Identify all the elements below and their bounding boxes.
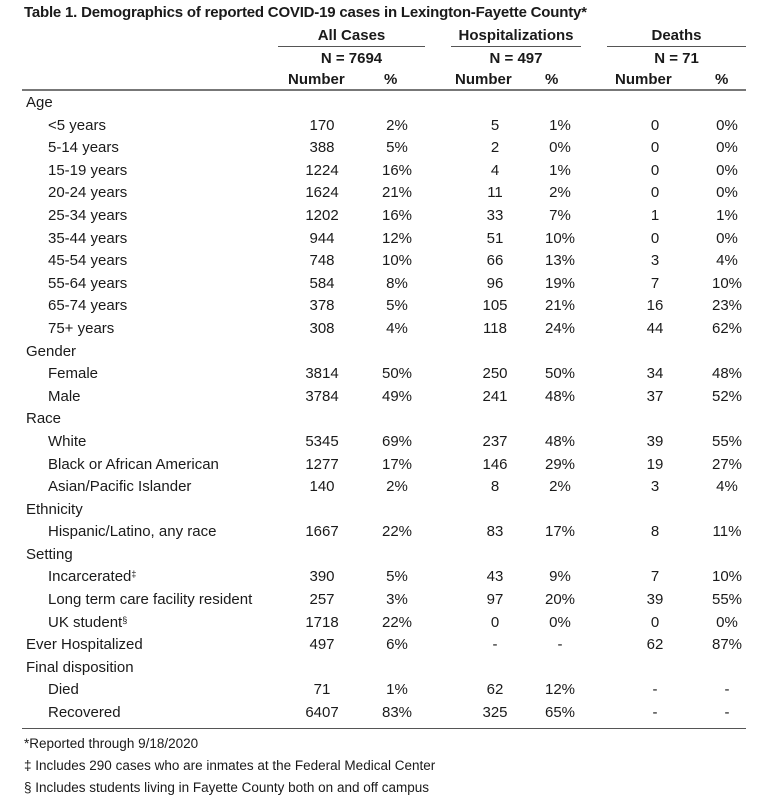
table-row [0,250,768,273]
all-cases-pct: 1% [386,681,408,699]
footnote: ‡ Includes 290 cases who are inmates at the Federal Medical Center [24,758,436,773]
hosp-number: 83 [486,523,504,541]
section-label [26,657,134,679]
hosp-number: 237 [482,432,508,450]
table-row [0,386,768,409]
table-row [0,702,768,725]
deaths-pct: - [724,681,730,699]
all-cases-pct: 83% [381,704,413,722]
table-row [0,228,768,251]
col-header-number: Number [288,71,345,88]
all-cases-pct: 17% [381,455,413,473]
row-label [48,205,127,227]
row-label [48,160,127,182]
row-label [48,566,136,588]
row-label-text: 55-64 years [48,274,128,292]
all-cases-number: 1202 [305,206,339,224]
group-header-deaths: Deaths [607,26,746,47]
col-header-number: Number [455,71,512,88]
deaths-number: 3 [650,252,660,270]
row-label-text: 20-24 years [48,184,128,202]
table-row [0,363,768,386]
col-header-pct: % [384,71,398,88]
deaths-pct: 10% [711,274,743,292]
group-header-hospitalizations: Hospitalizations [451,26,581,47]
hosp-pct: 1% [549,161,571,179]
all-cases-number: 1718 [305,613,339,631]
all-cases-number: 388 [309,139,335,157]
row-label-text: Male [48,387,81,405]
row-label-text: 35-44 years [48,229,128,247]
row-label-text: Died [48,681,79,699]
hosp-number: 4 [490,161,500,179]
hosp-pct: - [557,636,563,654]
all-cases-number: 584 [309,274,335,292]
hosp-number: 2 [490,139,500,157]
deaths-pct: 62% [711,319,743,337]
hosp-pct: 1% [549,116,571,134]
table-row [0,612,768,635]
deaths-number: 44 [646,319,664,337]
table-row [0,205,768,228]
row-label-text: Recovered [48,704,121,722]
deaths-pct: 11% [712,523,742,541]
deaths-pct: 0% [716,229,738,247]
row-label [48,295,127,317]
hosp-number: 96 [486,274,504,292]
hosp-pct: 21% [544,297,576,315]
footnote: § Includes students living in Fayette County both on and off campus [24,780,429,795]
deaths-number: 0 [650,139,660,157]
table-row [0,160,768,183]
hosp-pct: 2% [549,478,571,496]
row-label-text: Setting [26,545,73,563]
row-label-text: Incarcerated [48,568,132,586]
row-label [48,273,127,295]
hosp-pct: 48% [544,432,576,450]
row-label [48,476,191,498]
all-cases-number: 308 [309,319,335,337]
row-label-text: 15-19 years [48,161,128,179]
deaths-pct: 4% [716,252,738,270]
row-label [48,386,81,408]
row-label [26,634,143,656]
table-row [0,295,768,318]
deaths-pct: 1% [716,206,738,224]
table-row [0,634,768,657]
all-cases-number: 390 [309,568,335,586]
row-label-text: 45-54 years [48,252,128,270]
row-label [48,363,98,385]
all-cases-number: 5345 [305,432,339,450]
hosp-pct: 2% [549,184,571,202]
all-cases-pct: 3% [386,591,408,609]
deaths-number: 16 [646,297,664,315]
table-row [0,137,768,160]
row-label-text: 5-14 years [48,139,119,157]
table-body [0,92,768,725]
all-cases-pct: 2% [386,478,408,496]
hosp-number: 8 [490,478,500,496]
all-cases-pct: 5% [386,297,408,315]
section-label [26,499,83,521]
row-label [48,182,127,204]
deaths-number: 0 [650,613,660,631]
table-row [0,679,768,702]
row-label [48,250,127,272]
row-label-text: <5 years [48,116,106,134]
section-header-row [0,499,768,522]
deaths-pct: 23% [711,297,743,315]
all-cases-pct: 50% [381,365,413,383]
deaths-pct: 4% [716,478,738,496]
row-label [48,431,86,453]
hosp-number: 118 [483,319,507,337]
deaths-number: 7 [650,274,660,292]
col-header-pct: % [545,71,559,88]
row-label-text: Race [26,410,62,428]
hosp-pct: 50% [544,365,576,383]
row-label [48,521,216,543]
hosp-pct: 9% [549,568,571,586]
all-cases-number: 378 [309,297,335,315]
hosp-number: 43 [486,568,504,586]
hosp-pct: 0% [549,613,571,631]
row-label [48,454,219,476]
col-header-pct: % [715,71,729,88]
row-label-text: White [48,432,87,450]
all-cases-pct: 4% [386,319,408,337]
table-row [0,273,768,296]
deaths-pct: 48% [711,365,743,383]
all-cases-number: 1224 [305,161,339,179]
all-cases-number: 257 [309,591,335,609]
deaths-pct: 55% [711,591,743,609]
all-cases-number: 6407 [305,704,339,722]
hosp-pct: 7% [549,206,571,224]
deaths-number: 34 [646,365,664,383]
all-cases-pct: 12% [381,229,413,247]
all-cases-pct: 16% [381,161,413,179]
hosp-number: - [492,636,498,654]
all-cases-pct: 2% [386,116,408,134]
section-header-row [0,341,768,364]
col-header-number: Number [615,71,672,88]
bottom-rule [22,728,746,729]
deaths-number: - [652,704,658,722]
deaths-number: 0 [650,184,660,202]
table-title: Table 1. Demographics of reported COVID-19 cases in Lexington-Fayette County* [24,4,587,21]
deaths-number: 3 [650,478,660,496]
deaths-pct: 0% [716,161,738,179]
all-cases-pct: 6% [386,636,408,654]
all-cases-pct: 5% [386,568,408,586]
table-row [0,318,768,341]
footnote: *Reported through 9/18/2020 [24,736,199,751]
row-label-text: Age [26,94,53,111]
section-label [26,341,76,363]
section-label [26,544,73,566]
all-cases-pct: 21% [381,184,413,202]
section-header-row [0,544,768,567]
row-label-text: Hispanic/Latino, any race [48,523,217,541]
row-label [48,137,119,159]
table-row [0,182,768,205]
row-label-text: 25-34 years [48,206,128,224]
hosp-pct: 29% [544,455,576,473]
n-all-cases: N = 7694 [320,50,383,67]
hosp-number: 62 [486,681,504,699]
row-label-text: 75+ years [48,319,115,337]
n-hospitalizations: N = 497 [489,50,543,67]
section-header-row [0,657,768,680]
deaths-number: 8 [650,523,660,541]
section-header-row [0,92,768,115]
deaths-pct: 10% [711,568,743,586]
hosp-pct: 65% [544,704,576,722]
row-label-text: Gender [26,342,77,360]
all-cases-pct: 22% [381,523,413,541]
deaths-pct: 55% [711,432,743,450]
all-cases-number: 71 [313,681,331,699]
deaths-pct: 0% [716,116,738,134]
table-row [0,115,768,138]
hosp-number: 241 [482,387,508,405]
all-cases-number: 1624 [305,184,339,202]
hosp-pct: 48% [544,387,576,405]
table-row [0,431,768,454]
hosp-number: 0 [490,613,500,631]
hosp-number: 66 [486,252,504,270]
hosp-number: 325 [482,704,508,722]
all-cases-number: 3814 [305,365,339,383]
row-label-text: Long term care facility resident [48,591,253,609]
deaths-pct: - [724,704,730,722]
all-cases-pct: 10% [381,252,413,270]
deaths-pct: 52% [711,387,743,405]
group-header-all-cases: All Cases [278,26,425,47]
hosp-pct: 10% [544,229,576,247]
row-label-text: Final disposition [26,658,134,676]
deaths-number: 7 [650,568,660,586]
row-label [48,589,252,611]
deaths-pct: 0% [716,139,738,157]
row-label-text: 65-74 years [48,297,128,315]
hosp-pct: 24% [544,319,576,337]
all-cases-number: 140 [309,478,335,496]
deaths-number: 0 [650,229,660,247]
all-cases-pct: 69% [381,432,413,450]
hosp-number: 11 [487,184,503,202]
hosp-number: 146 [482,455,508,473]
all-cases-number: 748 [309,252,335,270]
deaths-number: 19 [646,455,664,473]
n-deaths: N = 71 [654,50,699,67]
deaths-number: 1 [650,206,660,224]
all-cases-number: 170 [309,116,335,134]
deaths-number: 39 [646,591,664,609]
deaths-pct: 0% [716,184,738,202]
row-label-text: Ever Hospitalized [26,636,143,654]
row-label [48,318,114,340]
section-header-row [0,408,768,431]
deaths-pct: 0% [716,613,738,631]
all-cases-pct: 5% [386,139,408,157]
hosp-pct: 19% [544,274,576,292]
deaths-pct: 27% [711,455,743,473]
row-label [48,612,127,634]
footnote-marker: ‡ [131,569,137,580]
hosp-number: 51 [486,229,504,247]
row-label-text: Female [48,365,99,383]
all-cases-pct: 8% [386,274,408,292]
hosp-pct: 20% [544,591,576,609]
deaths-pct: 87% [711,636,743,654]
row-label-text: Black or African American [48,455,219,473]
hosp-pct: 12% [544,681,576,699]
table-row [0,454,768,477]
table-row [0,521,768,544]
table-row [0,566,768,589]
row-label [48,115,106,137]
section-label [26,408,61,430]
hosp-number: 250 [482,365,508,383]
deaths-number: 39 [646,432,664,450]
footnote-marker: § [122,614,128,625]
row-label [48,228,127,250]
all-cases-number: 1667 [305,523,339,541]
row-label-text: UK student [48,613,123,631]
table-row [0,589,768,612]
deaths-number: 0 [650,116,660,134]
hosp-number: 105 [482,297,508,315]
row-label-text: Ethnicity [26,500,83,518]
all-cases-pct: 22% [381,613,413,631]
hosp-pct: 13% [544,252,576,270]
deaths-number: 62 [646,636,664,654]
deaths-number: 0 [650,161,660,179]
all-cases-pct: 49% [381,387,413,405]
deaths-number: 37 [646,387,664,405]
section-label [26,92,53,114]
hosp-pct: 17% [544,523,576,541]
all-cases-number: 1277 [305,455,339,473]
hosp-number: 97 [486,591,504,609]
deaths-number: - [652,681,658,699]
all-cases-number: 497 [309,636,335,654]
row-label-text: Asian/Pacific Islander [48,478,192,496]
row-label [48,702,121,724]
hosp-number: 5 [490,116,500,134]
all-cases-pct: 16% [381,206,413,224]
hosp-pct: 0% [549,139,571,157]
header-rule [22,89,746,91]
all-cases-number: 944 [309,229,335,247]
row-label [48,679,79,701]
all-cases-number: 3784 [305,387,339,405]
table-row [0,476,768,499]
hosp-number: 33 [486,206,504,224]
